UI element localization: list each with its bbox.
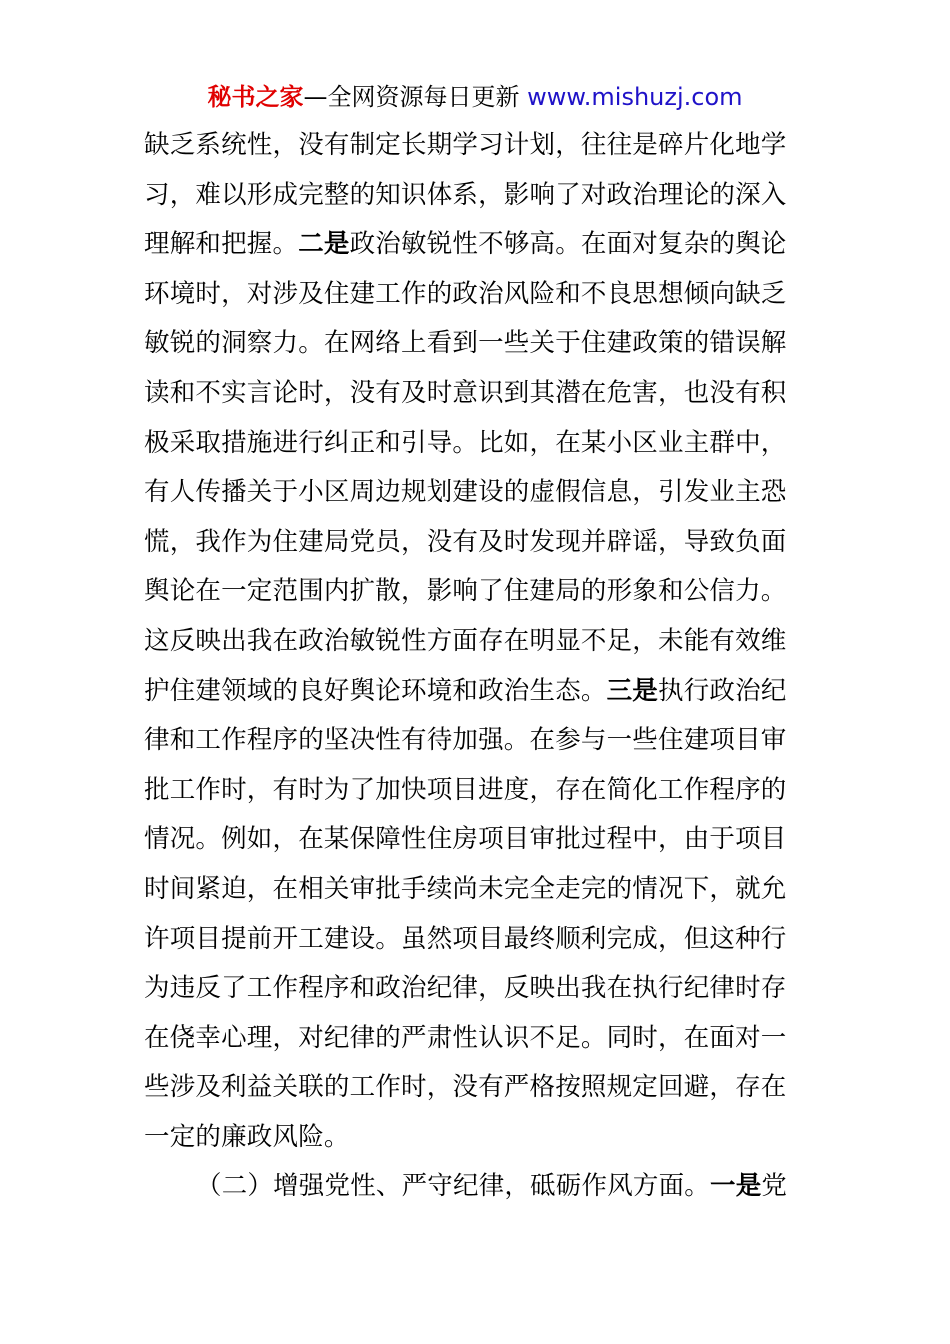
text-run: 党 (761, 1171, 788, 1202)
text-line (144, 369, 824, 419)
header-tagline: —全网资源每日更新 (303, 83, 528, 111)
site-url[interactable]: www.mishuzj.com (527, 83, 743, 111)
text-line (144, 121, 824, 171)
text-line (144, 270, 824, 320)
text-run: 读和不实言论时，没有及时意识到其潜在危害，也没有积 (144, 377, 787, 408)
text-line (144, 319, 824, 369)
text-run: 些涉及利益关联的工作时，没有严格按照规定回避，存在 (144, 1072, 787, 1103)
text-run: 习，难以形成完整的知识体系，影响了对政治理论的深入 (144, 179, 787, 210)
enumeration-marker: 一是 (710, 1171, 762, 1202)
text-run: 情况。例如，在某保障性住房项目审批过程中，由于项目 (144, 824, 787, 855)
site-header (0, 80, 950, 114)
text-run: 舆论在一定范围内扩散，影响了住建局的形象和公信力。 (144, 576, 787, 607)
text-run: 环境时，对涉及住建工作的政治风险和不良思想倾向缺乏 (144, 278, 787, 309)
text-line (144, 815, 824, 865)
text-run: 这反映出我在政治敏锐性方面存在明显不足，未能有效维 (144, 625, 787, 656)
text-run: 许项目提前开工建设。虽然项目最终顺利完成，但这种行 (144, 923, 787, 954)
text-run: 执行政治纪 (658, 675, 787, 706)
text-run: 有人传播关于小区周边规划建设的虚假信息，引发业主恐 (144, 477, 787, 508)
text-run: 在侥幸心理，对纪律的严肃性认识不足。同时，在面对一 (144, 1022, 787, 1053)
body-text (144, 121, 824, 1212)
text-line (144, 964, 824, 1014)
text-line (144, 766, 824, 816)
text-line (144, 1014, 824, 1064)
text-run: 缺乏系统性，没有制定长期学习计划，往往是碎片化地学 (144, 130, 787, 160)
text-run: 理解和把握。 (144, 229, 299, 260)
text-line (144, 220, 824, 270)
text-line (144, 617, 824, 667)
enumeration-marker: 二是 (298, 229, 350, 260)
text-run: 批工作时，有时为了加快项目进度，存在简化工作程序的 (144, 774, 787, 805)
text-run: 敏锐的洞察力。在网络上看到一些关于住建政策的错误解 (144, 328, 787, 359)
text-run: 时间紧迫，在相关审批手续尚未完全走完的情况下，就允 (144, 873, 787, 904)
text-line (144, 716, 824, 766)
text-line (144, 171, 824, 221)
text-run: 律和工作程序的坚决性有待加强。在参与一些住建项目审 (144, 725, 787, 756)
brand-name: 秘书之家 (207, 83, 304, 111)
text-line (144, 518, 824, 568)
text-run: 护住建领域的良好舆论环境和政治生态。 (144, 675, 607, 706)
text-run: 政治敏锐性不够高。在面对复杂的舆论 (349, 229, 787, 260)
text-line (144, 567, 824, 617)
text-line (144, 468, 824, 518)
text-run: 为违反了工作程序和政治纪律，反映出我在执行纪律时存 (144, 973, 787, 1004)
text-run: 一定的廉政风险。 (144, 1121, 350, 1152)
text-line (144, 915, 824, 965)
text-line (144, 1113, 824, 1163)
section-heading: （二）增强党性、严守纪律，砥砺作风方面。 (196, 1171, 711, 1202)
text-line (144, 419, 824, 469)
section-heading-line (144, 1162, 824, 1212)
text-run: 极采取措施进行纠正和引导。比如，在某小区业主群中， (144, 427, 787, 458)
enumeration-marker: 三是 (606, 675, 659, 706)
text-line (144, 865, 824, 915)
text-line (144, 1063, 824, 1113)
text-run: 慌，我作为住建局党员，没有及时发现并辟谣，导致负面 (144, 526, 787, 557)
text-line (144, 667, 824, 717)
